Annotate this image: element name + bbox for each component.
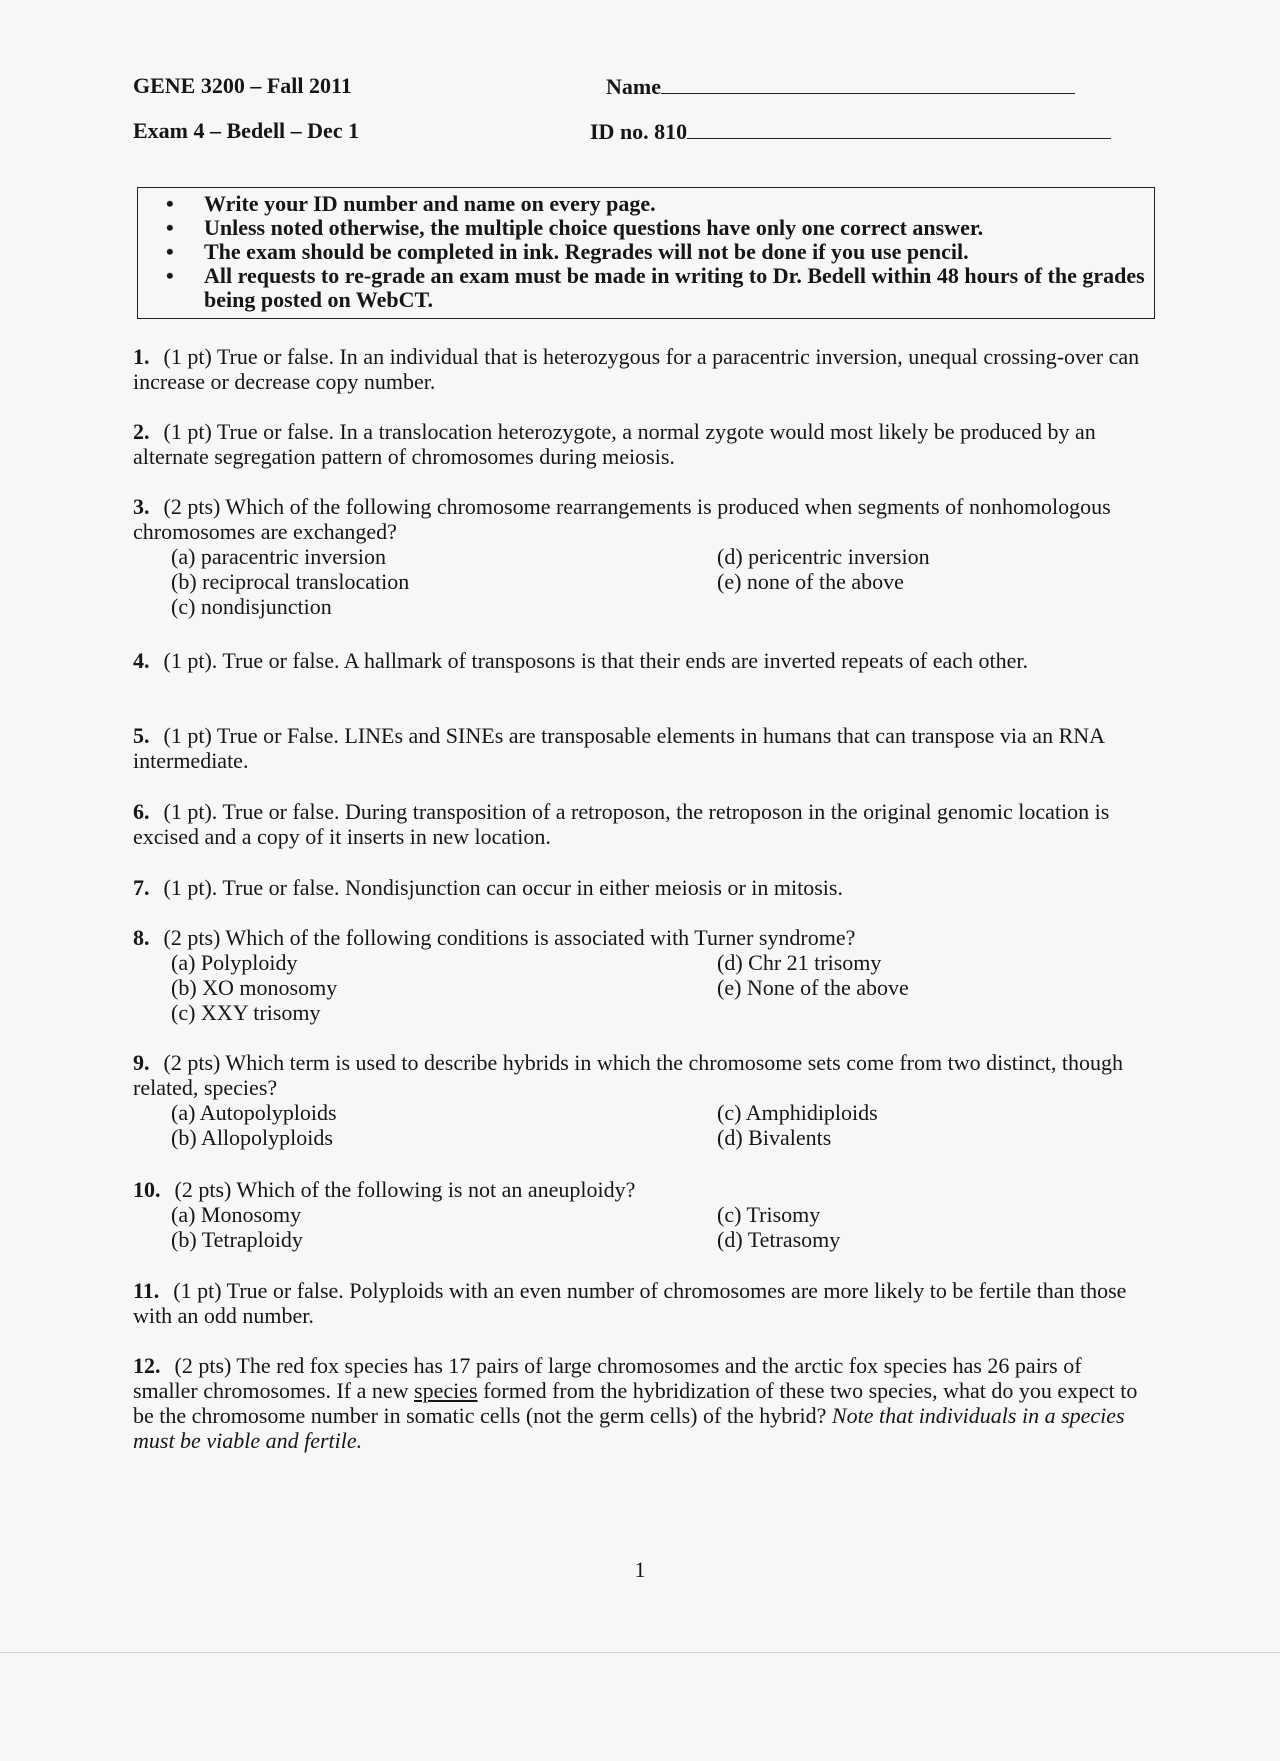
choice-d[interactable]: (d) Chr 21 trisomy — [717, 950, 882, 975]
id-field[interactable] — [590, 118, 1111, 145]
choice-d[interactable]: (d) Bivalents — [717, 1125, 832, 1150]
question-text: (2 pts) Which of the following conditions is associated with Turner syndrome? — [163, 925, 856, 950]
name-line — [661, 73, 1075, 94]
choice-c[interactable]: (c) Trisomy — [717, 1202, 821, 1227]
question-5 — [133, 723, 1143, 773]
name-field[interactable] — [606, 73, 1075, 100]
choices — [133, 950, 1143, 1026]
choices — [133, 1202, 1143, 1252]
choice-e[interactable]: (e) None of the above — [717, 975, 909, 1000]
choice-b[interactable]: (b) Tetraploidy — [171, 1227, 303, 1252]
question-number: 9. — [133, 1050, 150, 1075]
choice-d[interactable]: (d) Tetrasomy — [717, 1227, 841, 1252]
id-line — [687, 118, 1111, 139]
italic-note: Note that individuals in a species must be viable and fertile. — [133, 1403, 1125, 1453]
choice-c[interactable]: (c) XXY trisomy — [171, 1000, 321, 1025]
question-6 — [133, 799, 1143, 849]
question-text-cont: formed from the hybridization of these two species, what do you expect to be the chromosome number in somatic cells (not the germ cells) of the hybrid? — [133, 1378, 1138, 1428]
question-1 — [133, 344, 1143, 394]
instruction-item: • Unless noted otherwise, the multiple choice questions have only one correct answer. — [166, 216, 1146, 240]
id-label: ID no. 810 — [590, 119, 688, 144]
question-number: 8. — [133, 925, 150, 950]
question-number: 7. — [133, 875, 150, 900]
question-text: (1 pt). True or false. During transposition of a retroposon, the retroposon in the original genomic location is excised and a copy of it inserts in new location. — [133, 799, 1110, 849]
question-text: (1 pt) True or false. Polyploids with an even number of chromosomes are more likely to be fertile than those with an odd number. — [133, 1278, 1127, 1328]
choice-c[interactable]: (c) Amphidiploids — [717, 1100, 878, 1125]
question-number: 11. — [133, 1278, 160, 1303]
name-label: Name — [606, 74, 661, 99]
question-number: 4. — [133, 648, 150, 673]
question-text: (2 pts) The red fox species has 17 pairs of large chromosomes and the arctic fox species has 26 pairs of smaller chromosomes. If a new — [133, 1353, 1082, 1403]
question-text: (1 pt) True or False. LINEs and SINEs are transposable elements in humans that can transpose via an RNA intermediate. — [133, 723, 1104, 773]
instruction-item: • Write your ID number and name on every page. — [166, 192, 1146, 216]
question-number: 5. — [133, 723, 150, 748]
question-3 — [133, 494, 1143, 620]
question-4 — [133, 648, 1143, 673]
instructions-box — [137, 187, 1155, 319]
question-text: (1 pt) True or false. In an individual that is heterozygous for a paracentric inversion, unequal crossing-over can increase or decrease copy number. — [133, 344, 1140, 394]
question-number: 2. — [133, 419, 150, 444]
question-2 — [133, 419, 1143, 469]
question-number: 1. — [133, 344, 150, 369]
question-12 — [133, 1353, 1143, 1453]
question-number: 6. — [133, 799, 150, 824]
choice-a[interactable]: (a) paracentric inversion — [171, 544, 386, 569]
instruction-item: • The exam should be completed in ink. Regrades will not be done if you use pencil. — [166, 240, 1146, 264]
question-text: (2 pts) Which of the following is not an aneuploidy? — [174, 1177, 636, 1202]
choice-b[interactable]: (b) XO monosomy — [171, 975, 338, 1000]
instruction-item: • All requests to re-grade an exam must be made in writing to Dr. Bedell within 48 hours of the grades being posted on WebCT. — [166, 264, 1146, 312]
underlined-word: species — [414, 1378, 478, 1403]
question-9 — [133, 1050, 1143, 1150]
question-text: (1 pt) True or false. In a translocation heterozygote, a normal zygote would most likely be produced by an alternate segregation pattern of chromosomes during meiosis. — [133, 419, 1096, 469]
choice-a[interactable]: (a) Autopolyploids — [171, 1100, 337, 1125]
scan-divider — [0, 1652, 1280, 1653]
question-text: (2 pts) Which term is used to describe hybrids in which the chromosome sets come from two distinct, though related, species? — [133, 1050, 1123, 1100]
question-number: 3. — [133, 494, 150, 519]
question-number: 10. — [133, 1177, 161, 1202]
question-11 — [133, 1278, 1143, 1328]
exam-title: Exam 4 – Bedell – Dec 1 — [133, 118, 360, 143]
choice-b[interactable]: (b) reciprocal translocation — [171, 569, 410, 594]
question-7 — [133, 875, 1143, 900]
choice-d[interactable]: (d) pericentric inversion — [717, 544, 930, 569]
choice-e[interactable]: (e) none of the above — [717, 569, 904, 594]
question-number: 12. — [133, 1353, 161, 1378]
choice-a[interactable]: (a) Monosomy — [171, 1202, 302, 1227]
choice-a[interactable]: (a) Polyploidy — [171, 950, 298, 975]
choices — [133, 544, 1143, 620]
choices — [133, 1100, 1143, 1150]
choice-c[interactable]: (c) nondisjunction — [171, 594, 332, 619]
question-text: (1 pt). True or false. A hallmark of transposons is that their ends are inverted repeats of each other. — [163, 648, 1028, 673]
question-10 — [133, 1177, 1143, 1252]
question-text: (1 pt). True or false. Nondisjunction can occur in either meiosis or in mitosis. — [163, 875, 843, 900]
question-8 — [133, 925, 1143, 1026]
course-title: GENE 3200 – Fall 2011 — [133, 73, 352, 98]
choice-b[interactable]: (b) Allopolyploids — [171, 1125, 333, 1150]
page-number: 1 — [634, 1557, 646, 1582]
question-text: (2 pts) Which of the following chromosome rearrangements is produced when segments of nonhomologous chromosomes are exchanged? — [133, 494, 1111, 544]
